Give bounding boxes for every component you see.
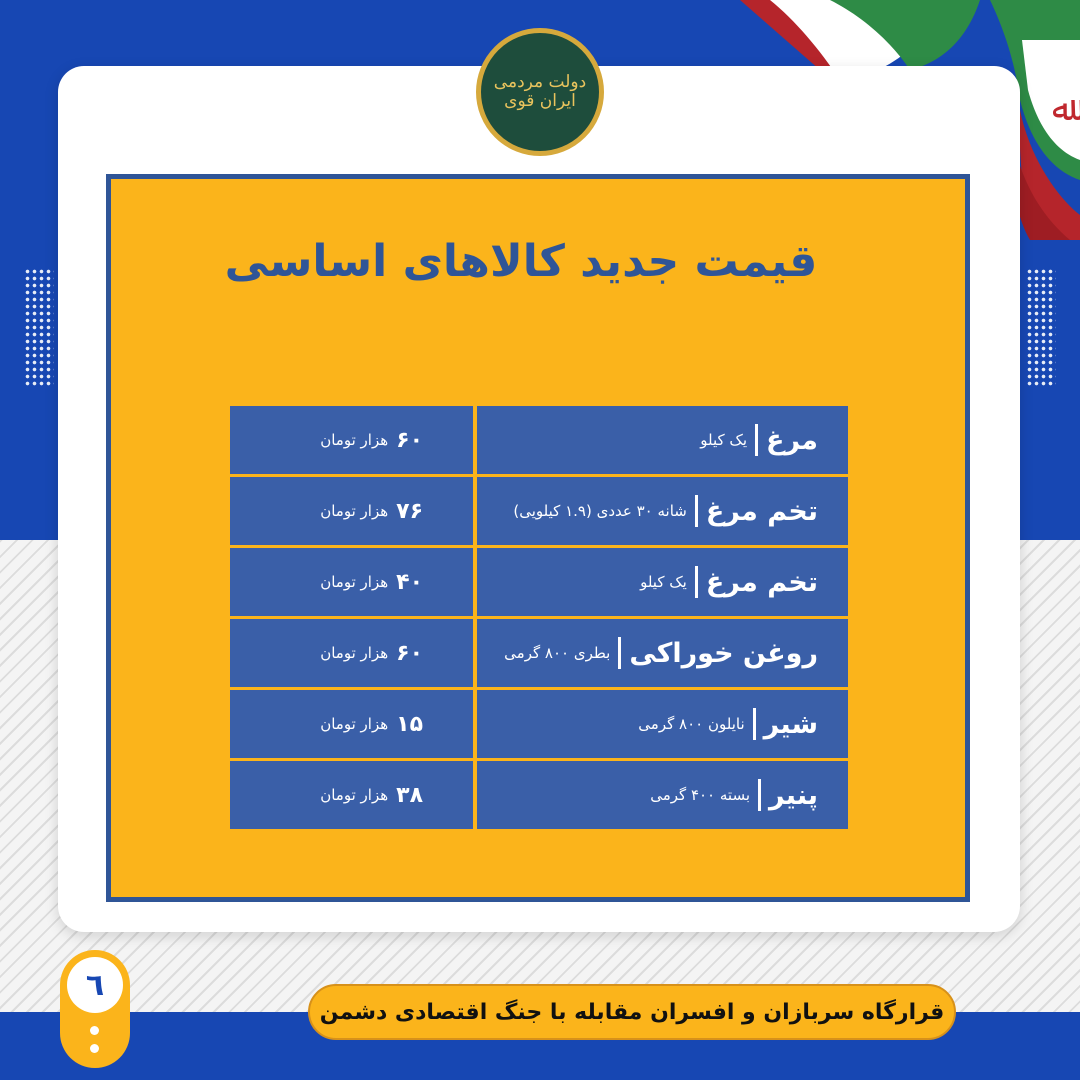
item-cell <box>477 761 848 829</box>
price-unit: هزار تومان <box>320 431 389 449</box>
price-value: ۷۶ <box>396 498 423 524</box>
price-cell <box>230 406 473 474</box>
price-value: ۶۰ <box>396 640 423 666</box>
item-unit: بطری ۸۰۰ گرمی <box>504 644 611 662</box>
item-cell <box>477 548 848 616</box>
price-cell <box>230 477 473 545</box>
item-unit: شانه ۳۰ عددی (۱.۹ کیلویی) <box>513 502 687 520</box>
item-unit: نایلون ۸۰۰ گرمی <box>638 715 745 733</box>
price-cell <box>230 761 473 829</box>
footer-banner <box>308 984 956 1040</box>
page-dot <box>90 1044 99 1053</box>
item-unit: بسته ۴۰۰ گرمی <box>650 786 751 804</box>
item-name: پنیر <box>769 779 818 811</box>
price-cell <box>230 690 473 758</box>
price-unit: هزار تومان <box>320 502 389 520</box>
separator <box>695 566 698 598</box>
page-number: ٦ <box>67 957 123 1013</box>
price-table <box>230 406 848 832</box>
price-unit: هزار تومان <box>320 573 389 591</box>
price-value: ۴۰ <box>396 569 423 595</box>
government-logo <box>476 28 604 156</box>
item-cell <box>477 406 848 474</box>
table-row <box>230 761 848 829</box>
page-indicator <box>60 950 130 1068</box>
item-unit: یک کیلو <box>700 431 748 449</box>
separator <box>618 637 621 669</box>
price-value: ۱۵ <box>396 711 423 737</box>
item-name: مرغ <box>766 424 818 456</box>
item-cell <box>477 619 848 687</box>
page-dot <box>90 1026 99 1035</box>
separator <box>695 495 698 527</box>
item-cell <box>477 477 848 545</box>
item-name: تخم مرغ <box>705 566 818 598</box>
svg-text:ﷲ: ﷲ <box>1052 89 1072 129</box>
price-unit: هزار تومان <box>320 644 389 662</box>
item-unit: یک کیلو <box>640 573 687 591</box>
separator <box>755 424 758 456</box>
price-value: ۶۰ <box>396 427 423 453</box>
table-row <box>230 690 848 758</box>
footer-text: قرارگاه سربازان و افسران مقابله با جنگ اقتصادی دشمن <box>319 999 945 1025</box>
table-row <box>230 548 848 616</box>
item-name: روغن خوراکی <box>629 637 818 669</box>
price-unit: هزار تومان <box>320 786 389 804</box>
separator <box>753 708 756 740</box>
poster-title: قیمت جدید کالاهای اساسی <box>224 236 818 287</box>
table-row <box>230 619 848 687</box>
price-unit: هزار تومان <box>320 715 389 733</box>
item-cell <box>477 690 848 758</box>
price-cell <box>230 619 473 687</box>
item-name: تخم مرغ <box>705 495 818 527</box>
table-row <box>230 406 848 474</box>
table-row <box>230 477 848 545</box>
item-name: شیر <box>763 708 818 740</box>
price-value: ۳۸ <box>396 782 423 808</box>
separator <box>758 779 761 811</box>
price-cell <box>230 548 473 616</box>
logo-text: دولت مردمی ایران قوی <box>493 72 587 111</box>
